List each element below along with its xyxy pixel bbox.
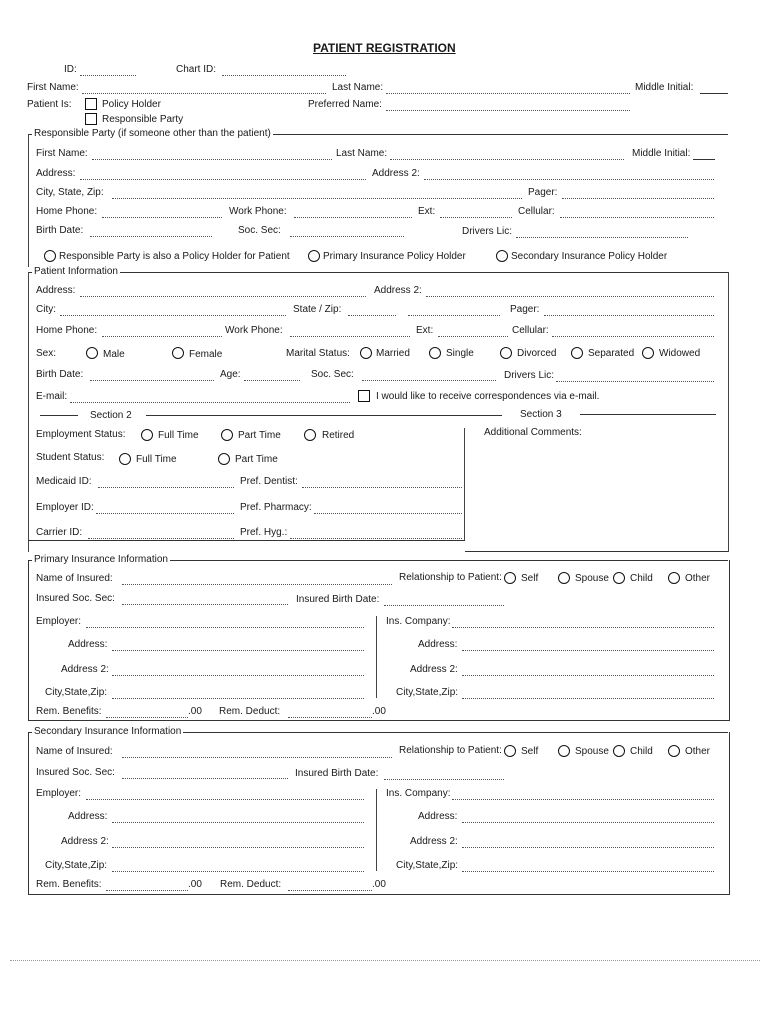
- first-name-label: First Name:: [27, 82, 79, 93]
- rp-address-field[interactable]: [80, 179, 366, 180]
- pri-child-radio[interactable]: [613, 572, 625, 584]
- id-field[interactable]: [80, 75, 136, 76]
- pi-pager-field[interactable]: [544, 315, 714, 316]
- pi-divorced-label: Divorced: [517, 348, 557, 359]
- rp-work-phone-label: Work Phone:: [229, 206, 287, 217]
- sec-other-radio[interactable]: [668, 745, 680, 757]
- pri-ins-address-field[interactable]: [462, 650, 714, 651]
- section2-rule-left: [40, 415, 78, 416]
- emp-part-time-label: Part Time: [238, 430, 281, 441]
- pi-single-label: Single: [446, 348, 474, 359]
- pi-address-label: Address:: [36, 285, 76, 296]
- stu-full-time-label: Full Time: [136, 454, 177, 465]
- pri-name-of-insured-field[interactable]: [122, 584, 392, 585]
- pi-city-label: City:: [36, 304, 56, 315]
- pi-widowed-radio[interactable]: [642, 347, 654, 359]
- pi-email-field[interactable]: [70, 402, 350, 403]
- pi-married-radio[interactable]: [360, 347, 372, 359]
- rp-city-state-zip-label: City, State, Zip:: [36, 187, 104, 198]
- pri-rem-benefits-field[interactable]: [106, 717, 188, 718]
- pi-drivers-lic-label: Drivers Lic:: [504, 370, 555, 381]
- sec-spouse-radio[interactable]: [558, 745, 570, 757]
- pri-city-state-zip-label: City,State,Zip:: [45, 687, 108, 698]
- sec-address2-label: Address 2:: [61, 836, 109, 847]
- sec-employer-label: Employer:: [36, 788, 82, 799]
- pi-email-optin-label: I would like to receive correspondences via e-mail.: [376, 391, 600, 402]
- primary-insurance-legend: Primary Insurance Information: [34, 554, 168, 565]
- sec-name-of-insured-label: Name of Insured:: [36, 746, 113, 757]
- rp-soc-sec-label: Soc. Sec:: [238, 225, 281, 236]
- sec-insured-soc-sec-field[interactable]: [122, 778, 288, 779]
- preferred-name-field[interactable]: [386, 110, 630, 111]
- sec-self-radio[interactable]: [504, 745, 516, 757]
- pri-rem-benefits-label: Rem. Benefits:: [36, 706, 102, 717]
- preferred-name-label: Preferred Name:: [308, 99, 382, 110]
- first-name-field[interactable]: [82, 93, 326, 94]
- rp-birth-date-label: Birth Date:: [36, 225, 84, 236]
- section3-bottom-rule: [465, 551, 728, 552]
- emp-part-time-radio[interactable]: [221, 429, 233, 441]
- sec-other-label: Other: [685, 746, 711, 757]
- sec-rem-deduct-field[interactable]: [288, 890, 372, 891]
- rp-city-state-zip-field[interactable]: [112, 198, 522, 199]
- responsible-party-frame-left: [28, 134, 29, 267]
- rp-ext-field[interactable]: [440, 217, 512, 218]
- rp-address2-label: Address 2:: [372, 168, 420, 179]
- responsible-party-checkbox[interactable]: [85, 113, 97, 125]
- rp-soc-sec-field[interactable]: [290, 236, 404, 237]
- pi-address2-field[interactable]: [426, 296, 714, 297]
- rp-middle-initial-label: Middle Initial:: [632, 148, 691, 159]
- policy-holder-label: Policy Holder: [102, 99, 161, 110]
- sec-rem-benefits-field[interactable]: [106, 890, 188, 891]
- medicaid-id-field[interactable]: [98, 487, 234, 488]
- employer-id-label: Employer ID:: [36, 502, 94, 513]
- pref-dentist-field[interactable]: [302, 487, 462, 488]
- medicaid-id-label: Medicaid ID:: [36, 476, 92, 487]
- pi-birth-date-field[interactable]: [90, 380, 214, 381]
- sec-insured-soc-sec-label: Insured Soc. Sec:: [36, 767, 115, 778]
- page-title: PATIENT REGISTRATION: [313, 41, 456, 55]
- sec-rem-benefits-cents: .00: [188, 879, 202, 890]
- carrier-id-field[interactable]: [88, 538, 234, 539]
- pi-work-phone-field[interactable]: [290, 336, 410, 337]
- sec-ins-address2-field[interactable]: [462, 847, 714, 848]
- section3-rule-right: [580, 414, 716, 415]
- chart-id-label: Chart ID:: [176, 64, 217, 75]
- section2-bottom-rule: [28, 540, 465, 541]
- pi-zip-field[interactable]: [408, 315, 500, 316]
- employer-id-field[interactable]: [96, 513, 234, 514]
- pri-other-label: Other: [685, 573, 711, 584]
- pri-self-label: Self: [521, 573, 539, 584]
- pri-ins-company-field[interactable]: [452, 627, 714, 628]
- pri-insured-soc-sec-label: Insured Soc. Sec:: [36, 593, 115, 604]
- sec-city-state-zip-label: City,State,Zip:: [45, 860, 108, 871]
- sec-ins-city-state-zip-label: City,State,Zip:: [396, 860, 459, 871]
- sec-name-of-insured-field[interactable]: [122, 757, 392, 758]
- pi-drivers-lic-field[interactable]: [556, 381, 714, 382]
- middle-initial-field[interactable]: [700, 93, 728, 94]
- stu-part-time-label: Part Time: [235, 454, 278, 465]
- rp-last-name-label: Last Name:: [336, 148, 388, 159]
- sec-employer-field[interactable]: [86, 799, 364, 800]
- pi-soc-sec-label: Soc. Sec:: [311, 369, 354, 380]
- bottom-scan-rule: [10, 960, 760, 961]
- sec-insured-birth-date-field[interactable]: [384, 779, 504, 780]
- responsible-party-label: Responsible Party: [102, 114, 184, 125]
- pi-cellular-label: Cellular:: [512, 325, 549, 336]
- emp-full-time-radio[interactable]: [141, 429, 153, 441]
- pri-address-label: Address:: [68, 639, 108, 650]
- rp-primary-holder-label: Primary Insurance Policy Holder: [323, 251, 466, 262]
- carrier-id-label: Carrier ID:: [36, 527, 83, 538]
- pi-ext-field[interactable]: [438, 336, 508, 337]
- pri-rem-deduct-label: Rem. Deduct:: [219, 706, 281, 717]
- pi-city-field[interactable]: [60, 315, 286, 316]
- pri-ins-address2-label: Address 2:: [410, 664, 458, 675]
- pri-ins-address-label: Address:: [418, 639, 458, 650]
- sec-address2-field[interactable]: [112, 847, 364, 848]
- pi-divorced-radio[interactable]: [500, 347, 512, 359]
- sec-child-label: Child: [630, 746, 653, 757]
- pi-state-zip-label: State / Zip:: [293, 304, 342, 315]
- additional-comments-label: Additional Comments:: [484, 427, 582, 438]
- pri-rem-deduct-cents: .00: [372, 706, 386, 717]
- pri-ins-company-label: Ins. Company:: [386, 616, 451, 627]
- sec-ins-address-field[interactable]: [462, 822, 714, 823]
- secondary-insurance-legend: Secondary Insurance Information: [34, 726, 182, 737]
- pri-self-radio[interactable]: [504, 572, 516, 584]
- patient-info-frame-top: [28, 272, 728, 273]
- pi-married-label: Married: [376, 348, 410, 359]
- pi-marital-status-label: Marital Status:: [286, 348, 350, 359]
- pref-hyg-label: Pref. Hyg.:: [240, 527, 288, 538]
- pri-ins-city-state-zip-field[interactable]: [462, 698, 714, 699]
- pi-work-phone-label: Work Phone:: [225, 325, 283, 336]
- pi-soc-sec-field[interactable]: [362, 380, 496, 381]
- patient-info-legend: Patient Information: [34, 266, 118, 277]
- rp-home-phone-label: Home Phone:: [36, 206, 98, 217]
- pri-rem-deduct-field[interactable]: [288, 717, 372, 718]
- stu-full-time-radio[interactable]: [119, 453, 131, 465]
- sec-address-label: Address:: [68, 811, 108, 822]
- pri-address2-label: Address 2:: [61, 664, 109, 675]
- pref-pharmacy-field[interactable]: [314, 513, 462, 514]
- rp-cellular-label: Cellular:: [518, 206, 555, 217]
- responsible-party-legend: Responsible Party (if someone other than the patient): [34, 128, 271, 139]
- sec-column-divider: [376, 789, 377, 871]
- emp-retired-radio[interactable]: [304, 429, 316, 441]
- rp-home-phone-field[interactable]: [102, 217, 222, 218]
- rp-pager-field[interactable]: [562, 198, 714, 199]
- sec-ins-company-field[interactable]: [452, 799, 714, 800]
- patient-is-label: Patient Is:: [27, 99, 72, 110]
- pi-male-label: Male: [103, 349, 125, 360]
- rp-cellular-field[interactable]: [560, 217, 714, 218]
- rp-secondary-holder-label: Secondary Insurance Policy Holder: [511, 251, 668, 262]
- sec-self-label: Self: [521, 746, 539, 757]
- pi-single-radio[interactable]: [429, 347, 441, 359]
- pref-hyg-field[interactable]: [290, 538, 462, 539]
- section3-heading: Section 3: [520, 409, 562, 420]
- sec-rem-deduct-label: Rem. Deduct:: [220, 879, 282, 890]
- rp-address-label: Address:: [36, 168, 76, 179]
- patient-info-frame-right: [728, 272, 729, 552]
- rp-first-name-label: First Name:: [36, 148, 88, 159]
- emp-retired-label: Retired: [322, 430, 355, 441]
- pri-other-radio[interactable]: [668, 572, 680, 584]
- pi-birth-date-label: Birth Date:: [36, 369, 84, 380]
- last-name-label: Last Name:: [332, 82, 384, 93]
- rp-primary-holder-radio[interactable]: [308, 250, 320, 262]
- pref-pharmacy-label: Pref. Pharmacy:: [240, 502, 312, 513]
- employment-status-label: Employment Status:: [36, 429, 126, 440]
- pi-home-phone-label: Home Phone:: [36, 325, 98, 336]
- last-name-field[interactable]: [386, 93, 630, 94]
- pi-age-label: Age:: [220, 369, 241, 380]
- rp-birth-date-field[interactable]: [90, 236, 212, 237]
- pri-ins-city-state-zip-label: City,State,Zip:: [396, 687, 459, 698]
- rp-ext-label: Ext:: [418, 206, 436, 217]
- sec-child-radio[interactable]: [613, 745, 625, 757]
- pi-widowed-label: Widowed: [659, 348, 701, 359]
- rp-also-policy-holder-radio[interactable]: [44, 250, 56, 262]
- rp-drivers-lic-label: Drivers Lic:: [462, 226, 513, 237]
- rp-work-phone-field[interactable]: [294, 217, 412, 218]
- pi-address2-label: Address 2:: [374, 285, 422, 296]
- rp-last-name-field[interactable]: [390, 159, 624, 160]
- sec-insured-birth-date-label: Insured Birth Date:: [295, 768, 379, 779]
- sec-ins-city-state-zip-field[interactable]: [462, 871, 714, 872]
- sec-spouse-label: Spouse: [575, 746, 609, 757]
- patient-info-frame-left: [28, 272, 29, 552]
- pri-child-label: Child: [630, 573, 653, 584]
- pri-insured-soc-sec-field[interactable]: [122, 604, 288, 605]
- student-status-label: Student Status:: [36, 452, 105, 463]
- emp-full-time-label: Full Time: [158, 430, 199, 441]
- rp-first-name-field[interactable]: [92, 159, 332, 160]
- pi-separated-label: Separated: [588, 348, 635, 359]
- pri-column-divider: [376, 616, 377, 698]
- id-label: ID:: [64, 64, 77, 75]
- pri-rem-benefits-cents: .00: [188, 706, 202, 717]
- pi-ext-label: Ext:: [416, 325, 434, 336]
- sec-ins-address2-label: Address 2:: [410, 836, 458, 847]
- sec-rem-benefits-label: Rem. Benefits:: [36, 879, 102, 890]
- chart-id-field[interactable]: [222, 75, 346, 76]
- pri-spouse-radio[interactable]: [558, 572, 570, 584]
- sec-ins-address-label: Address:: [418, 811, 458, 822]
- pi-male-radio[interactable]: [86, 347, 98, 359]
- pri-city-state-zip-field[interactable]: [112, 698, 364, 699]
- pri-address-field[interactable]: [112, 650, 364, 651]
- rp-secondary-holder-radio[interactable]: [496, 250, 508, 262]
- pri-employer-field[interactable]: [86, 627, 364, 628]
- section2-heading: Section 2: [90, 410, 132, 421]
- section2-divider: [464, 428, 465, 540]
- sec-relationship-label: Relationship to Patient:: [399, 745, 502, 756]
- pri-insured-birth-date-label: Insured Birth Date:: [296, 594, 380, 605]
- section2-rule-right: [146, 415, 502, 416]
- sec-address-field[interactable]: [112, 822, 364, 823]
- rp-pager-label: Pager:: [528, 187, 558, 198]
- pi-home-phone-field[interactable]: [102, 336, 222, 337]
- pri-ins-address2-field[interactable]: [462, 675, 714, 676]
- rp-also-policy-holder-label: Responsible Party is also a Policy Holder for Patient: [59, 251, 290, 262]
- sec-city-state-zip-field[interactable]: [112, 871, 364, 872]
- pi-female-label: Female: [189, 349, 223, 360]
- additional-comments-area[interactable]: [490, 442, 720, 542]
- pri-address2-field[interactable]: [112, 675, 364, 676]
- rp-drivers-lic-field[interactable]: [516, 237, 688, 238]
- pi-state-field[interactable]: [348, 315, 396, 316]
- sec-ins-company-label: Ins. Company:: [386, 788, 451, 799]
- policy-holder-checkbox[interactable]: [85, 98, 97, 110]
- pri-relationship-label: Relationship to Patient:: [399, 572, 502, 583]
- pri-insured-birth-date-field[interactable]: [384, 605, 504, 606]
- rp-address2-field[interactable]: [424, 179, 714, 180]
- pri-employer-label: Employer:: [36, 616, 82, 627]
- pi-age-field[interactable]: [244, 380, 300, 381]
- pri-spouse-label: Spouse: [575, 573, 609, 584]
- pi-sex-label: Sex:: [36, 348, 57, 359]
- pi-email-optin-checkbox[interactable]: [358, 390, 370, 402]
- stu-part-time-radio[interactable]: [218, 453, 230, 465]
- pi-cellular-field[interactable]: [552, 336, 714, 337]
- pi-pager-label: Pager:: [510, 304, 540, 315]
- pi-address-field[interactable]: [80, 296, 366, 297]
- pri-name-of-insured-label: Name of Insured:: [36, 573, 113, 584]
- middle-initial-label: Middle Initial:: [635, 82, 694, 93]
- pi-female-radio[interactable]: [172, 347, 184, 359]
- pi-email-label: E-mail:: [36, 391, 68, 402]
- rp-middle-initial-field[interactable]: [693, 159, 715, 160]
- pref-dentist-label: Pref. Dentist:: [240, 476, 298, 487]
- pi-separated-radio[interactable]: [571, 347, 583, 359]
- sec-rem-deduct-cents: .00: [372, 879, 386, 890]
